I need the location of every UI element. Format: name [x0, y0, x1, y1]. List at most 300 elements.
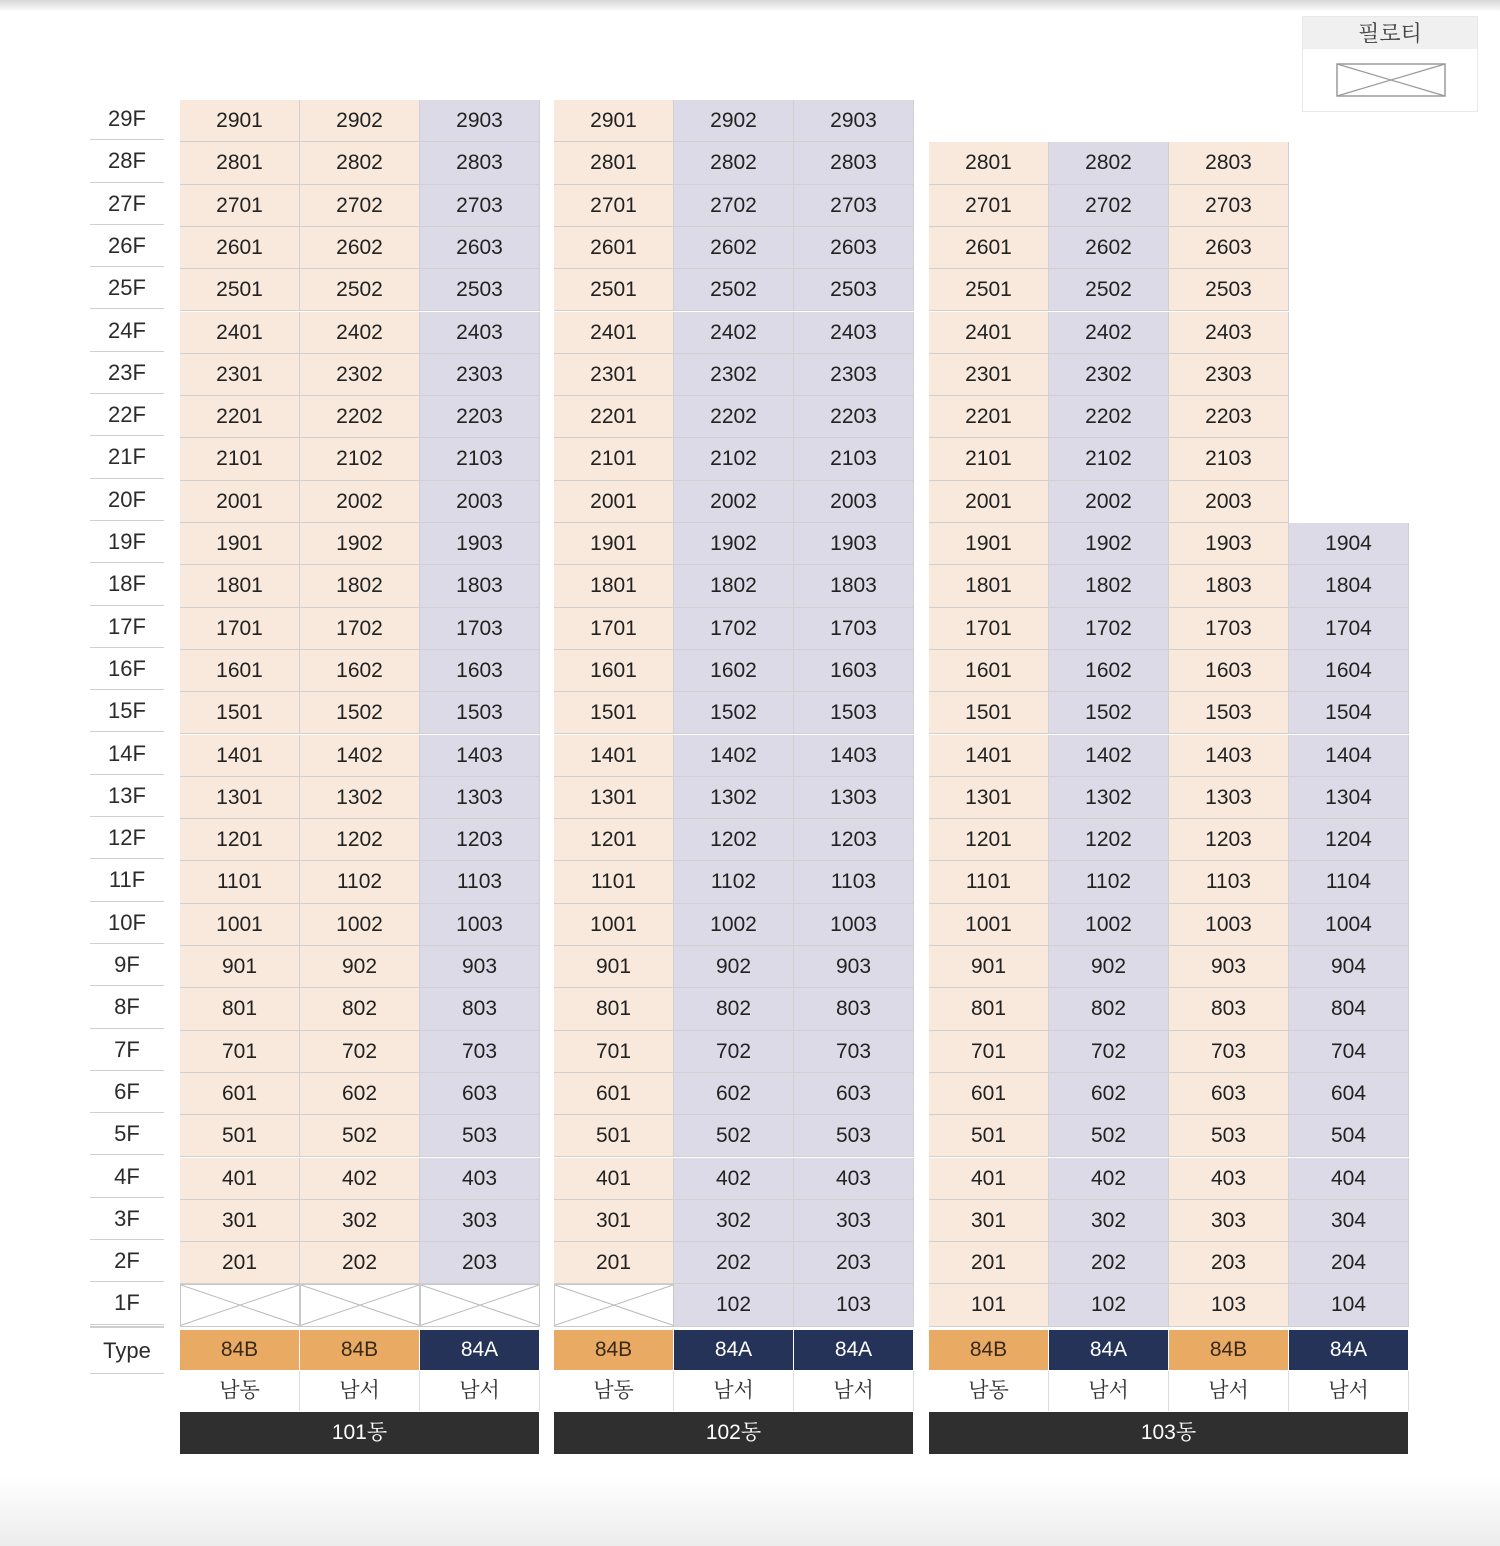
unit-cell: 1802 — [1049, 565, 1169, 607]
unit-cell: 2001 — [554, 481, 674, 523]
unit-cell: 1102 — [674, 861, 794, 903]
unit-cell: 901 — [180, 946, 300, 988]
unit-cell: 2502 — [1049, 269, 1169, 311]
unit-cell: 1503 — [1169, 692, 1289, 734]
unit-cell: 1202 — [1049, 819, 1169, 861]
unit-cell: 502 — [1049, 1115, 1169, 1157]
unit-cell: 1501 — [180, 692, 300, 734]
unit-cell: 504 — [1289, 1115, 1409, 1157]
unit-cell: 604 — [1289, 1073, 1409, 1115]
unit-cell: 1301 — [929, 777, 1049, 819]
unit-cell: 1401 — [180, 735, 300, 777]
unit-cell: 1102 — [300, 861, 420, 903]
unit-cell: 1302 — [300, 777, 420, 819]
unit-cell: 2301 — [554, 354, 674, 396]
unit-cell: 2003 — [794, 481, 914, 523]
floor-label-7f: 7F — [90, 1029, 164, 1071]
unit-cell: 701 — [180, 1031, 300, 1073]
unit-cell: 702 — [1049, 1031, 1169, 1073]
unit-cell: 2701 — [180, 185, 300, 227]
unit-cell: 602 — [300, 1073, 420, 1115]
unit-cell: 202 — [1049, 1242, 1169, 1284]
unit-cell: 403 — [1169, 1158, 1289, 1200]
unit-cell: 1103 — [1169, 861, 1289, 903]
unit-cell: 1403 — [794, 735, 914, 777]
unit-cell: 803 — [420, 988, 540, 1030]
unit-cell: 1704 — [1289, 608, 1409, 650]
unit-cell: 1002 — [674, 904, 794, 946]
unit-cell: 202 — [300, 1242, 420, 1284]
unit-cell: 2803 — [1169, 142, 1289, 184]
unit-cell: 704 — [1289, 1031, 1409, 1073]
unit-cell: 402 — [300, 1158, 420, 1200]
unit-cell: 2903 — [420, 100, 540, 142]
unit-cell: 1003 — [420, 904, 540, 946]
floor-label-28f: 28F — [90, 140, 164, 182]
unit-cell: 2103 — [1169, 438, 1289, 480]
unit-cell: 1103 — [420, 861, 540, 903]
orientation-label: 남서 — [794, 1371, 914, 1411]
unit-cell: 2601 — [554, 227, 674, 269]
unit-cell: 503 — [1169, 1115, 1289, 1157]
unit-cell: 2703 — [1169, 185, 1289, 227]
unit-cell: 2901 — [180, 100, 300, 142]
unit-cell: 603 — [1169, 1073, 1289, 1115]
unit-cell: 1303 — [420, 777, 540, 819]
unit-cell: 1401 — [554, 735, 674, 777]
unit-cell: 2203 — [420, 396, 540, 438]
unit-cell: 1502 — [674, 692, 794, 734]
floor-label-12f: 12F — [90, 817, 164, 859]
unit-cell: 803 — [1169, 988, 1289, 1030]
unit-cell: 104 — [1289, 1284, 1409, 1326]
unit-cell: 2703 — [794, 185, 914, 227]
unit-cell: 2603 — [794, 227, 914, 269]
unit-cell: 802 — [1049, 988, 1169, 1030]
unit-cell: 802 — [300, 988, 420, 1030]
orientation-label: 남동 — [180, 1371, 300, 1411]
unit-cell: 2101 — [180, 438, 300, 480]
unit-cell: 1304 — [1289, 777, 1409, 819]
unit-cell: 904 — [1289, 946, 1409, 988]
unit-cell: 1201 — [929, 819, 1049, 861]
unit-cell: 2303 — [1169, 354, 1289, 396]
unit-cell: 301 — [554, 1200, 674, 1242]
unit-cell: 303 — [420, 1200, 540, 1242]
unit-cell: 2802 — [674, 142, 794, 184]
unit-cell: 1602 — [1049, 650, 1169, 692]
unit-cell: 2902 — [300, 100, 420, 142]
floor-label-20f: 20F — [90, 479, 164, 521]
unit-cell: 701 — [929, 1031, 1049, 1073]
unit-cell: 1102 — [1049, 861, 1169, 903]
floor-label-8f: 8F — [90, 986, 164, 1028]
unit-cell: 1503 — [420, 692, 540, 734]
unit-cell: 1904 — [1289, 523, 1409, 565]
unit-cell: 501 — [929, 1115, 1049, 1157]
type-badge: 84B — [180, 1330, 300, 1370]
floor-label-11f: 11F — [90, 859, 164, 901]
unit-cell: 1001 — [554, 904, 674, 946]
unit-cell: 2802 — [1049, 142, 1169, 184]
unit-cell: 1902 — [300, 523, 420, 565]
unit-cell: 103 — [1169, 1284, 1289, 1326]
building-name-bar: 101동 — [180, 1412, 539, 1454]
unit-cell: 2003 — [420, 481, 540, 523]
unit-cell: 902 — [1049, 946, 1169, 988]
unit-cell: 203 — [794, 1242, 914, 1284]
unit-cell: 2201 — [929, 396, 1049, 438]
legend-title: 필로티 — [1303, 17, 1477, 49]
unit-cell: 1002 — [300, 904, 420, 946]
unit-cell: 802 — [674, 988, 794, 1030]
unit-cell: 1601 — [929, 650, 1049, 692]
unit-cell: 2801 — [929, 142, 1049, 184]
unit-cell: 1201 — [180, 819, 300, 861]
unit-cell: 603 — [420, 1073, 540, 1115]
unit-cell: 903 — [794, 946, 914, 988]
floor-label-4f: 4F — [90, 1156, 164, 1198]
unit-cell: 1803 — [1169, 565, 1289, 607]
orientation-label: 남서 — [420, 1371, 540, 1411]
unit-cell: 2302 — [1049, 354, 1169, 396]
unit-cell: 102 — [674, 1284, 794, 1326]
unit-cell: 2401 — [554, 312, 674, 354]
unit-cell: 1903 — [794, 523, 914, 565]
unit-cell: 2702 — [674, 185, 794, 227]
unit-cell: 203 — [1169, 1242, 1289, 1284]
unit-cell: 2603 — [1169, 227, 1289, 269]
unit-cell: 2403 — [794, 312, 914, 354]
unit-cell: 2701 — [554, 185, 674, 227]
unit-cell: 1203 — [794, 819, 914, 861]
unit-cell: 2102 — [1049, 438, 1169, 480]
floor-label-2f: 2F — [90, 1240, 164, 1282]
unit-cell: 1403 — [1169, 735, 1289, 777]
unit-cell: 2102 — [674, 438, 794, 480]
floor-label-3f: 3F — [90, 1198, 164, 1240]
unit-cell: 2103 — [420, 438, 540, 480]
unit-cell: 303 — [794, 1200, 914, 1242]
unit-cell: 2301 — [180, 354, 300, 396]
unit-cell: 1602 — [674, 650, 794, 692]
unit-cell: 1901 — [554, 523, 674, 565]
unit-cell: 903 — [1169, 946, 1289, 988]
unit-cell: 501 — [180, 1115, 300, 1157]
type-row-label: Type — [90, 1326, 164, 1374]
building-name-bar: 102동 — [554, 1412, 913, 1454]
unit-cell: 1002 — [1049, 904, 1169, 946]
unit-cell: 902 — [300, 946, 420, 988]
unit-cell: 2202 — [1049, 396, 1169, 438]
unit-cell: 1303 — [794, 777, 914, 819]
unit-cell: 202 — [674, 1242, 794, 1284]
unit-cell: 703 — [420, 1031, 540, 1073]
unit-cell: 1701 — [180, 608, 300, 650]
unit-cell: 401 — [929, 1158, 1049, 1200]
unit-cell: 1802 — [674, 565, 794, 607]
orientation-label: 남서 — [300, 1371, 420, 1411]
building-name-bar: 103동 — [929, 1412, 1408, 1454]
piloti-cell — [420, 1284, 540, 1326]
unit-cell: 2701 — [929, 185, 1049, 227]
unit-cell: 1402 — [300, 735, 420, 777]
orientation-label: 남서 — [1049, 1371, 1169, 1411]
unit-cell: 2302 — [300, 354, 420, 396]
unit-cell: 1703 — [420, 608, 540, 650]
unit-cell: 2503 — [420, 269, 540, 311]
unit-cell: 201 — [554, 1242, 674, 1284]
unit-cell: 302 — [674, 1200, 794, 1242]
orientation-label: 남서 — [1169, 1371, 1289, 1411]
orientation-label: 남서 — [1289, 1371, 1409, 1411]
unit-cell: 1104 — [1289, 861, 1409, 903]
unit-cell: 403 — [420, 1158, 540, 1200]
unit-cell: 1103 — [794, 861, 914, 903]
unit-cell: 103 — [794, 1284, 914, 1326]
unit-cell: 2903 — [794, 100, 914, 142]
unit-cell: 2502 — [674, 269, 794, 311]
piloti-x-icon — [1336, 63, 1446, 97]
floor-label-23f: 23F — [90, 352, 164, 394]
unit-cell: 2702 — [300, 185, 420, 227]
floor-label-17f: 17F — [90, 606, 164, 648]
unit-cell: 2002 — [300, 481, 420, 523]
unit-cell: 2401 — [180, 312, 300, 354]
unit-cell: 1801 — [554, 565, 674, 607]
unit-cell: 1902 — [674, 523, 794, 565]
unit-cell: 2201 — [554, 396, 674, 438]
unit-cell: 1001 — [180, 904, 300, 946]
unit-cell: 2403 — [420, 312, 540, 354]
unit-cell: 804 — [1289, 988, 1409, 1030]
unit-cell: 1402 — [674, 735, 794, 777]
unit-cell: 1303 — [1169, 777, 1289, 819]
unit-cell: 1902 — [1049, 523, 1169, 565]
unit-cell: 2003 — [1169, 481, 1289, 523]
unit-cell: 1903 — [420, 523, 540, 565]
unit-cell: 1001 — [929, 904, 1049, 946]
floor-label-5f: 5F — [90, 1113, 164, 1155]
unit-cell: 2202 — [674, 396, 794, 438]
unit-cell: 2601 — [180, 227, 300, 269]
unit-cell: 1601 — [554, 650, 674, 692]
floor-label-6f: 6F — [90, 1071, 164, 1113]
floor-label-29f: 29F — [90, 98, 164, 140]
unit-cell: 1202 — [300, 819, 420, 861]
unit-cell: 2002 — [1049, 481, 1169, 523]
unit-cell: 2203 — [794, 396, 914, 438]
unit-cell: 801 — [180, 988, 300, 1030]
unit-cell: 501 — [554, 1115, 674, 1157]
unit-cell: 2303 — [420, 354, 540, 396]
unit-cell: 201 — [929, 1242, 1049, 1284]
unit-cell: 703 — [794, 1031, 914, 1073]
unit-cell: 1803 — [420, 565, 540, 607]
type-badge: 84B — [554, 1330, 674, 1370]
unit-cell: 1701 — [554, 608, 674, 650]
unit-cell: 2803 — [420, 142, 540, 184]
type-badge: 84B — [929, 1330, 1049, 1370]
unit-cell: 2801 — [554, 142, 674, 184]
unit-cell: 1803 — [794, 565, 914, 607]
unit-cell: 2602 — [1049, 227, 1169, 269]
floor-label-25f: 25F — [90, 267, 164, 309]
type-badge: 84B — [1169, 1330, 1289, 1370]
unit-cell: 1502 — [1049, 692, 1169, 734]
unit-cell: 502 — [300, 1115, 420, 1157]
unit-cell: 603 — [794, 1073, 914, 1115]
unit-cell: 2602 — [300, 227, 420, 269]
piloti-cell — [180, 1284, 300, 1326]
unit-cell: 1702 — [300, 608, 420, 650]
unit-cell: 1801 — [180, 565, 300, 607]
unit-cell: 1601 — [180, 650, 300, 692]
unit-cell: 701 — [554, 1031, 674, 1073]
floor-label-10f: 10F — [90, 902, 164, 944]
orientation-label: 남동 — [929, 1371, 1049, 1411]
unit-cell: 2702 — [1049, 185, 1169, 227]
unit-cell: 1504 — [1289, 692, 1409, 734]
unit-cell: 2002 — [674, 481, 794, 523]
unit-cell: 2902 — [674, 100, 794, 142]
unit-cell: 2501 — [929, 269, 1049, 311]
unit-cell: 602 — [674, 1073, 794, 1115]
unit-cell: 1503 — [794, 692, 914, 734]
floor-label-14f: 14F — [90, 733, 164, 775]
unit-cell: 2402 — [300, 312, 420, 354]
unit-cell: 2401 — [929, 312, 1049, 354]
unit-cell: 2901 — [554, 100, 674, 142]
unit-cell: 502 — [674, 1115, 794, 1157]
orientation-label: 남서 — [674, 1371, 794, 1411]
unit-cell: 402 — [1049, 1158, 1169, 1200]
unit-cell: 1603 — [794, 650, 914, 692]
type-badge: 84A — [1289, 1330, 1409, 1370]
type-badge: 84A — [1049, 1330, 1169, 1370]
unit-cell: 1203 — [420, 819, 540, 861]
unit-cell: 1604 — [1289, 650, 1409, 692]
unit-cell: 2801 — [180, 142, 300, 184]
type-badge: 84A — [674, 1330, 794, 1370]
unit-cell: 2001 — [929, 481, 1049, 523]
unit-cell: 2602 — [674, 227, 794, 269]
floor-label-13f: 13F — [90, 775, 164, 817]
unit-cell: 503 — [420, 1115, 540, 1157]
unit-cell: 903 — [420, 946, 540, 988]
unit-cell: 503 — [794, 1115, 914, 1157]
unit-cell: 1202 — [674, 819, 794, 861]
unit-cell: 1602 — [300, 650, 420, 692]
unit-cell: 1903 — [1169, 523, 1289, 565]
unit-cell: 703 — [1169, 1031, 1289, 1073]
unit-cell: 702 — [674, 1031, 794, 1073]
unit-cell: 2202 — [300, 396, 420, 438]
unit-cell: 1703 — [1169, 608, 1289, 650]
unit-cell: 803 — [794, 988, 914, 1030]
piloti-cell — [554, 1284, 674, 1326]
unit-cell: 901 — [929, 946, 1049, 988]
floor-label-27f: 27F — [90, 183, 164, 225]
unit-cell: 1003 — [1169, 904, 1289, 946]
unit-cell: 404 — [1289, 1158, 1409, 1200]
floor-label-21f: 21F — [90, 436, 164, 478]
unit-cell: 1201 — [554, 819, 674, 861]
unit-cell: 801 — [929, 988, 1049, 1030]
unit-cell: 402 — [674, 1158, 794, 1200]
unit-cell: 201 — [180, 1242, 300, 1284]
unit-cell: 2503 — [794, 269, 914, 311]
unit-cell: 1801 — [929, 565, 1049, 607]
unit-cell: 2603 — [420, 227, 540, 269]
unit-cell: 303 — [1169, 1200, 1289, 1242]
unit-cell: 602 — [1049, 1073, 1169, 1115]
unit-cell: 1101 — [554, 861, 674, 903]
unit-cell: 2403 — [1169, 312, 1289, 354]
unit-cell: 302 — [1049, 1200, 1169, 1242]
piloti-legend — [1302, 16, 1478, 112]
unit-cell: 2103 — [794, 438, 914, 480]
unit-cell: 2402 — [674, 312, 794, 354]
unit-cell: 301 — [929, 1200, 1049, 1242]
unit-cell: 301 — [180, 1200, 300, 1242]
unit-cell: 2301 — [929, 354, 1049, 396]
unit-cell: 2501 — [180, 269, 300, 311]
unit-cell: 1403 — [420, 735, 540, 777]
unit-cell: 2102 — [300, 438, 420, 480]
unit-cell: 902 — [674, 946, 794, 988]
orientation-label: 남동 — [554, 1371, 674, 1411]
unit-cell: 2201 — [180, 396, 300, 438]
unit-cell: 1501 — [554, 692, 674, 734]
unit-cell: 2101 — [554, 438, 674, 480]
floor-label-19f: 19F — [90, 521, 164, 563]
unit-cell: 1301 — [180, 777, 300, 819]
unit-cell: 2703 — [420, 185, 540, 227]
unit-cell: 1301 — [554, 777, 674, 819]
unit-cell: 2802 — [300, 142, 420, 184]
unit-cell: 1502 — [300, 692, 420, 734]
unit-cell: 601 — [180, 1073, 300, 1115]
unit-cell: 203 — [420, 1242, 540, 1284]
unit-cell: 1703 — [794, 608, 914, 650]
unit-cell: 401 — [554, 1158, 674, 1200]
floor-label-1f: 1F — [90, 1282, 164, 1324]
unit-cell: 2803 — [794, 142, 914, 184]
unit-cell: 2501 — [554, 269, 674, 311]
unit-cell: 1901 — [180, 523, 300, 565]
unit-cell: 1802 — [300, 565, 420, 607]
unit-cell: 403 — [794, 1158, 914, 1200]
unit-cell: 1404 — [1289, 735, 1409, 777]
floor-label-9f: 9F — [90, 944, 164, 986]
floor-label-22f: 22F — [90, 394, 164, 436]
unit-cell: 204 — [1289, 1242, 1409, 1284]
piloti-cell — [300, 1284, 420, 1326]
type-badge: 84B — [300, 1330, 420, 1370]
unit-cell: 101 — [929, 1284, 1049, 1326]
unit-cell: 2503 — [1169, 269, 1289, 311]
unit-cell: 1302 — [674, 777, 794, 819]
unit-cell: 1101 — [929, 861, 1049, 903]
unit-cell: 1702 — [674, 608, 794, 650]
unit-cell: 2402 — [1049, 312, 1169, 354]
unit-cell: 901 — [554, 946, 674, 988]
unit-cell: 1204 — [1289, 819, 1409, 861]
unit-cell: 2101 — [929, 438, 1049, 480]
type-badge: 84A — [420, 1330, 540, 1370]
unit-cell: 2203 — [1169, 396, 1289, 438]
